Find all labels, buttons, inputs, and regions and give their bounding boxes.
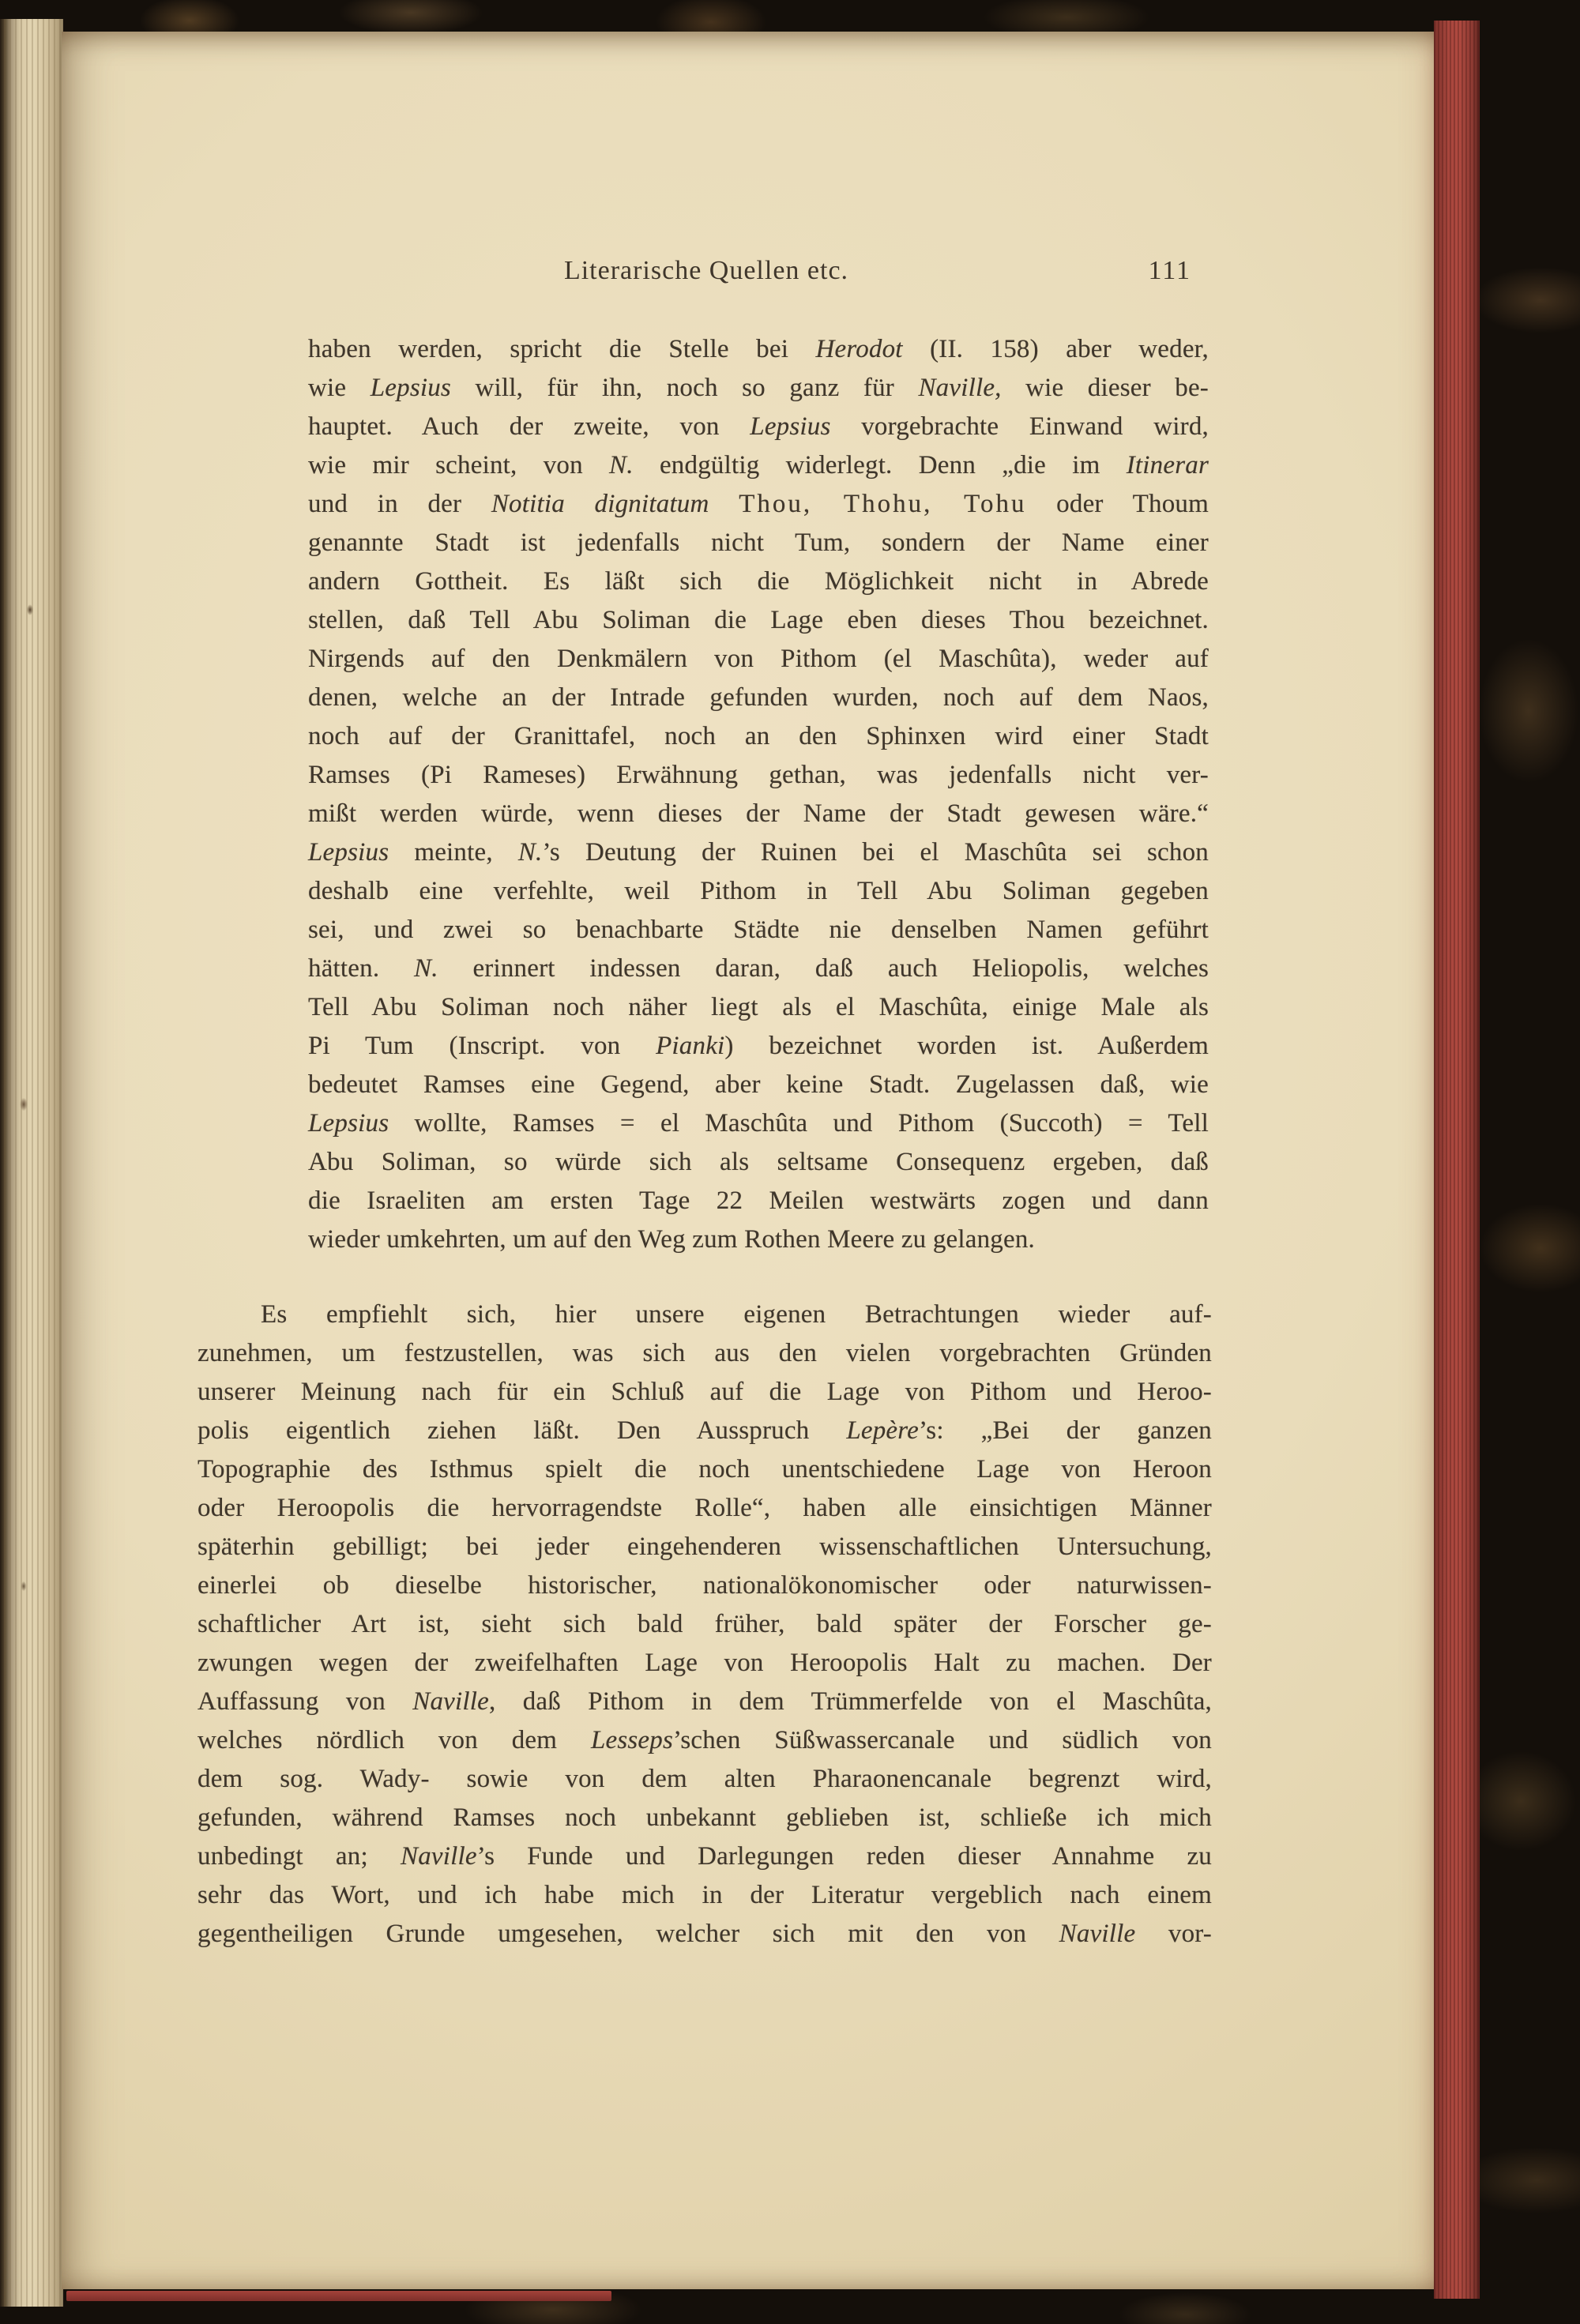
text-line [198, 1915, 1212, 1954]
text-run: unbedingt an; [198, 1842, 401, 1871]
text-line [198, 1450, 1212, 1489]
text-run: Auffassung von [198, 1687, 413, 1716]
running-title: Literarische Quellen etc. [563, 256, 849, 285]
text-line [308, 1182, 1209, 1220]
text-run: sehr das Wort, und ich habe mich in der Literatur vergeblich nach einem [198, 1881, 1212, 1909]
text-run: die Israeliten am ersten Tage 22 Meilen westwärts zogen und dann [308, 1186, 1209, 1215]
text-run: polis eigentlich ziehen läßt. Den Ausspruch [198, 1416, 847, 1445]
text-block-1 [308, 330, 1209, 1259]
text-run: genannte Stadt ist jedenfalls nicht Tum, sondern der Name einer [308, 528, 1209, 557]
text-run: wie mir scheint, von [308, 451, 610, 479]
italic-term: Naville [400, 1842, 477, 1871]
text-run: denen, welche an der Intrade gefunden wurden, noch auf dem Naos, [308, 683, 1209, 712]
text-line [198, 1644, 1212, 1683]
text-run: stellen, daß Tell Abu Soliman die Lage eben dieses Thou bezeichnet. [308, 606, 1209, 634]
text-run: hätten. [308, 954, 415, 983]
text-run: Es empfiehlt sich, hier unsere eigenen Betrachtungen wieder auf- [261, 1300, 1212, 1329]
text-line [308, 485, 1209, 524]
italic-term: Lepsius [308, 838, 389, 867]
italic-term: N. [517, 838, 543, 867]
text-run: ’s: „Bei der ganzen [918, 1416, 1212, 1445]
text-line [198, 1837, 1212, 1876]
text-line [308, 1220, 1209, 1259]
text-run: schaftlicher Art ist, sieht sich bald früher, bald später der Forscher ge- [198, 1610, 1212, 1638]
text-line [308, 524, 1209, 562]
text-line [198, 1489, 1212, 1528]
text-line [198, 1373, 1212, 1412]
text-line [308, 640, 1209, 679]
text-run: Abu Soliman, so würde sich als seltsame Consequenz ergeben, daß [308, 1148, 1209, 1176]
text-run: sei, und zwei so benachbarte Städte nie denselben Namen geführt [308, 916, 1209, 944]
text-line [308, 330, 1209, 369]
text-line [198, 1528, 1212, 1566]
text-run: ) bezeichnet worden ist. Außerdem [724, 1032, 1209, 1060]
text-run: meinte, [389, 838, 518, 867]
text-run: Topographie des Isthmus spielt die noch unentschiedene Lage von Heroon [198, 1455, 1212, 1484]
text-run: ’s Deutung der Ruinen bei el Maschûta sei schon [542, 838, 1209, 867]
text-line [198, 1334, 1212, 1373]
text-run: wollte, Ramses = el Maschûta und Pithom (Succoth) = Tell [389, 1109, 1209, 1138]
text-line [308, 1143, 1209, 1182]
text-run: oder Thoum [1026, 490, 1209, 518]
italic-term: Lepsius [370, 374, 451, 402]
italic-term: Notitia dignitatum [491, 490, 709, 518]
text-line [308, 833, 1209, 872]
running-header [200, 253, 1213, 289]
text-run: bedeutet Ramses eine Gegend, aber keine Stadt. Zugelassen daß, wie [308, 1070, 1209, 1099]
text-line [308, 1104, 1209, 1143]
text-line [308, 756, 1209, 795]
italic-term: Naville, [918, 374, 1002, 402]
page-stack-edge [0, 19, 63, 2307]
text-run: deshalb eine verfehlte, weil Pithom in Tell Abu Soliman gegeben [308, 877, 1209, 905]
italic-term: Pianki [656, 1032, 725, 1060]
italic-term: Herodot [815, 335, 903, 363]
text-line [308, 988, 1209, 1027]
text-run: erinnert indessen daran, daß auch Heliopolis, welches [438, 954, 1209, 983]
text-run: , daß Pithom in dem Trümmerfelde von el Maschûta, [488, 1687, 1212, 1716]
text-run: unserer Meinung nach für ein Schluß auf die Lage von Pithom und Heroo- [198, 1378, 1212, 1406]
text-run: wieder umkehrten, um auf den Weg zum Rothen Meere zu gelangen. [308, 1225, 1035, 1254]
text-run: haben werden, spricht die Stelle bei [308, 335, 816, 363]
text-run: zunehmen, um festzustellen, was sich aus den vielen vorgebrachten Gründen [198, 1339, 1212, 1367]
text-run: noch auf der Granittafel, noch an den Sphinxen wird einer Stadt [308, 722, 1209, 750]
text-line [308, 679, 1209, 717]
text-line [308, 950, 1209, 988]
text-run: ’schen Süßwassercanale und südlich von [673, 1726, 1213, 1754]
text-run: wie [308, 374, 371, 402]
text-run: gefunden, während Ramses noch unbekannt geblieben ist, schließe ich mich [198, 1803, 1212, 1832]
italic-term: Lepsius [308, 1109, 389, 1138]
italic-term: Naville [412, 1687, 489, 1716]
italic-term: Itinerar [1126, 451, 1209, 479]
text-run: vorgebrachte Einwand wird, [830, 412, 1209, 441]
text-run: oder Heroopolis die hervorragendste Rolle“, haben alle einsichtigen Männer [198, 1494, 1212, 1522]
italic-term: Lepsius [750, 412, 831, 441]
text-run: mißt werden würde, wenn dieses der Name der Stadt gewesen wäre.“ [308, 799, 1209, 828]
text-run: und in der [308, 490, 491, 518]
text-line [308, 795, 1209, 833]
text-line [308, 872, 1209, 911]
text-run: endgültig widerlegt. Denn „die im [633, 451, 1127, 479]
text-line [198, 1876, 1212, 1915]
bottom-red-edge [66, 2291, 611, 2301]
red-fore-edge [1434, 21, 1480, 2299]
text-run: andern Gottheit. Es läßt sich die Möglichkeit nicht in Abrede [308, 567, 1209, 596]
text-run: will, für ihn, noch so ganz für [450, 374, 919, 402]
italic-term: Lepère [846, 1416, 919, 1445]
text-run: zwungen wegen der zweifelhaften Lage von Heroopolis Halt zu machen. Der [198, 1649, 1212, 1677]
spaced-term: Thou, Thohu, Tohu [739, 490, 1027, 518]
text-line [198, 1683, 1212, 1721]
text-run: dem sog. Wady- sowie von dem alten Pharaonencanale begrenzt wird, [198, 1765, 1212, 1793]
text-line [308, 717, 1209, 756]
text-block-2 [198, 1295, 1212, 1954]
text-line [198, 1295, 1212, 1334]
italic-term: Lesseps [590, 1726, 674, 1754]
text-line [308, 446, 1209, 485]
italic-term: N. [609, 451, 634, 479]
page-number: 111 [1148, 256, 1191, 285]
text-line [308, 562, 1209, 601]
text-run: späterhin gebilligt; bei jeder eingehenderen wissenschaftlichen Untersuchung, [198, 1532, 1212, 1561]
text-run: (II. 158) aber weder, [902, 335, 1209, 363]
text-line [198, 1799, 1212, 1837]
text-line [198, 1566, 1212, 1605]
italic-term: N. [414, 954, 438, 983]
text-line [308, 1027, 1209, 1066]
text-line [308, 408, 1209, 446]
text-run: Ramses (Pi Rameses) Erwähnung gethan, was jedenfalls nicht ver- [308, 761, 1209, 789]
text-run: Pi Tum (Inscript. von [308, 1032, 656, 1060]
text-run: wie dieser be- [1001, 374, 1209, 402]
text-line [308, 369, 1209, 408]
text-run [709, 490, 739, 518]
text-run: hauptet. Auch der zweite, von [308, 412, 750, 441]
book-page [62, 32, 1434, 2289]
text-line [198, 1721, 1212, 1760]
text-run: Tell Abu Soliman noch näher liegt als el Maschûta, einige Male als [308, 993, 1209, 1021]
italic-term: Naville [1059, 1920, 1136, 1948]
text-run: ’s Funde und Darlegungen reden dieser Annahme zu [476, 1842, 1212, 1871]
text-line [308, 911, 1209, 950]
text-run: welches nördlich von dem [198, 1726, 591, 1754]
text-run: vor- [1135, 1920, 1212, 1948]
text-line [308, 1066, 1209, 1104]
text-line [308, 601, 1209, 640]
text-run: Nirgends auf den Denkmälern von Pithom (el Maschûta), weder auf [308, 645, 1209, 673]
text-line [198, 1605, 1212, 1644]
text-run: gegentheiligen Grunde umgesehen, welcher sich mit den von [198, 1920, 1059, 1948]
text-line [198, 1412, 1212, 1450]
text-run: einerlei ob dieselbe historischer, nationalökonomischer oder naturwissen- [198, 1571, 1212, 1600]
text-line [198, 1760, 1212, 1799]
